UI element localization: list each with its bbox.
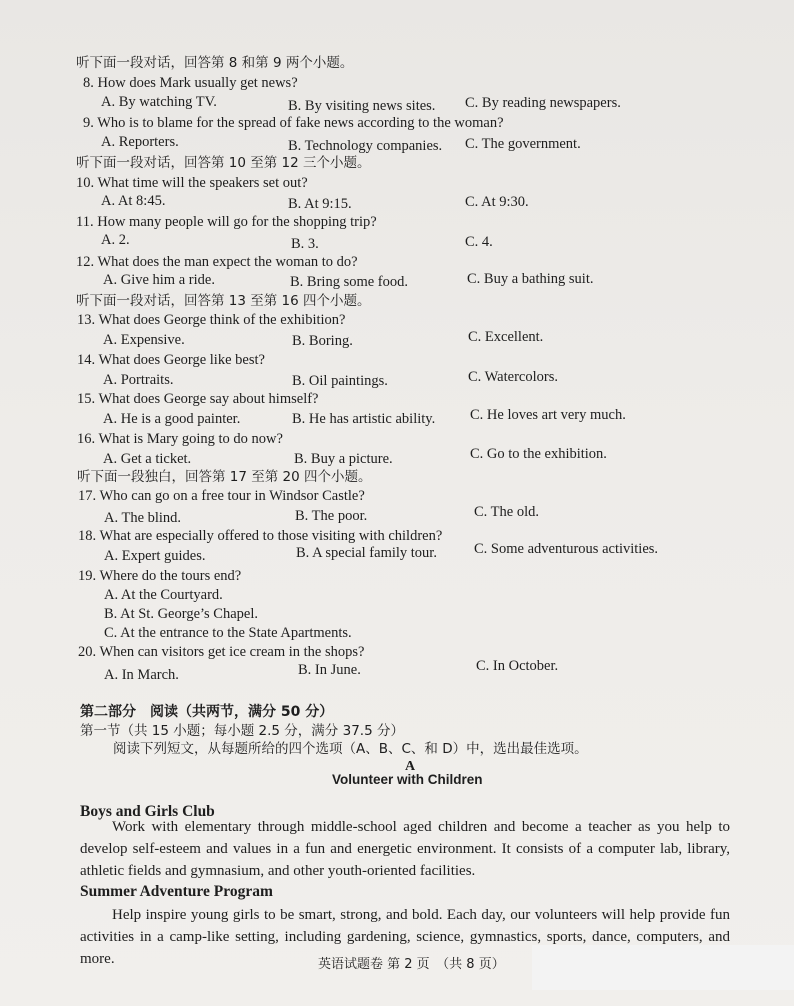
question-number: 14. <box>77 352 96 368</box>
option-c: C. In October. <box>476 658 559 674</box>
club-paragraph: Work with elementary through middle-school aged children and become a teacher as you help to develop self-esteem and values in a fun and energetic environment. It consists of a computer lab, library, athletic fields and gymnasium, and other youth-oriented facilities. <box>80 819 730 879</box>
question-number: 12. <box>76 254 95 270</box>
question-text: What does the man expect the woman to do? <box>97 254 358 270</box>
question-18 <box>78 527 442 545</box>
option-a: A. He is a good painter. <box>103 411 241 427</box>
option-a: A. The blind. <box>104 510 182 526</box>
question-16 <box>77 430 283 448</box>
section-instruction: 听下面一段对话，回答第 10 至第 12 三个小题。 <box>76 155 371 171</box>
section-instruction: 听下面一段独白，回答第 17 至第 20 四个小题。 <box>77 469 372 485</box>
option-c: C. Watercolors. <box>468 369 558 385</box>
question-text: Who can go on a free tour in Windsor Castle? <box>99 488 365 504</box>
option-c: C. Go to the exhibition. <box>470 446 607 462</box>
club-heading: Boys and Girls Club <box>80 803 215 820</box>
question-17 <box>78 487 365 505</box>
question-15 <box>77 390 319 408</box>
question-text: What are especially offered to those visiting with children? <box>99 528 443 544</box>
option-a: A. At the Courtyard. <box>104 587 223 603</box>
page-footer: 英语试题卷 第 2 页 （共 8 页） <box>318 957 505 972</box>
question-text: What does George think of the exhibition? <box>98 312 346 328</box>
option-b: B. Boring. <box>292 333 353 349</box>
question-number: 20. <box>78 644 97 660</box>
question-number: 15. <box>77 391 96 407</box>
option-c: C. By reading newspapers. <box>465 95 621 111</box>
option-b: B. Oil paintings. <box>292 373 388 389</box>
question-19 <box>78 567 241 585</box>
option-b: B. He has artistic ability. <box>292 411 436 427</box>
question-14 <box>77 351 265 369</box>
option-a: A. Portraits. <box>103 372 174 388</box>
option-c: C. Excellent. <box>468 329 544 345</box>
question-number: 19. <box>78 568 97 584</box>
option-c: C. 4. <box>465 234 493 250</box>
option-b: B. Bring some food. <box>290 274 409 290</box>
option-c: C. He loves art very much. <box>470 407 626 423</box>
option-b: B. In June. <box>298 662 361 678</box>
question-text: What is Mary going to do now? <box>98 431 283 447</box>
option-c: C. Buy a bathing suit. <box>467 271 594 287</box>
question-number: 16. <box>77 431 96 447</box>
option-c: C. The government. <box>465 136 581 152</box>
option-b: B. Technology companies. <box>288 138 443 154</box>
question-number: 13. <box>77 312 96 328</box>
question-text: What does George say about himself? <box>98 391 319 407</box>
option-a: A. By watching TV. <box>101 94 217 110</box>
question-10 <box>76 174 308 192</box>
section-heading: 第一节（共 15 小题；每小题 2.5 分，满分 37.5 分） <box>80 723 404 739</box>
question-12 <box>76 253 358 271</box>
question-text: Where do the tours end? <box>99 568 242 584</box>
option-a: A. In March. <box>104 667 179 683</box>
option-c: C. At 9:30. <box>465 194 529 210</box>
question-9 <box>83 114 504 132</box>
question-11 <box>76 213 377 231</box>
section-instruction: 听下面一段对话，回答第 13 至第 16 四个小题。 <box>76 293 371 309</box>
passage-title: Volunteer with Children <box>332 772 483 787</box>
option-b: B. At St. George’s Chapel. <box>104 606 258 622</box>
question-20 <box>78 643 364 661</box>
question-text: What time will the speakers set out? <box>97 175 308 191</box>
option-b: B. Buy a picture. <box>294 451 393 467</box>
section-instruction: 听下面一段对话，回答第 8 和第 9 两个小题。 <box>76 55 354 71</box>
option-b: B. A special family tour. <box>296 545 437 561</box>
option-a: A. Give him a ride. <box>103 272 215 288</box>
option-a: A. At 8:45. <box>101 193 166 209</box>
option-c: C. The old. <box>474 504 539 520</box>
question-text: What does George like best? <box>98 352 265 368</box>
question-text: When can visitors get ice cream in the shops? <box>99 644 365 660</box>
reading-directions: 阅读下列短文，从每题所给的四个选项（A、B、C、和 D）中，选出最佳选项。 <box>113 741 588 757</box>
question-text: How does Mark usually get news? <box>97 75 298 91</box>
option-b: B. The poor. <box>295 508 368 524</box>
question-text: Who is to blame for the spread of fake news according to the woman? <box>97 115 504 131</box>
option-b: B. At 9:15. <box>288 196 352 212</box>
option-c: C. Some adventurous activities. <box>474 541 659 557</box>
option-a: A. 2. <box>101 232 130 248</box>
option-a: A. Expensive. <box>103 332 185 348</box>
option-c: C. At the entrance to the State Apartments. <box>104 625 352 641</box>
question-8 <box>83 74 298 92</box>
option-a: A. Expert guides. <box>104 548 206 564</box>
question-13 <box>77 311 345 329</box>
blank-overlay <box>532 945 794 990</box>
passage-letter: A <box>405 759 416 774</box>
option-a: A. Get a ticket. <box>103 451 192 467</box>
question-number: 9. <box>83 115 94 131</box>
part-heading: 第二部分 阅读（共两节，满分 50 分） <box>80 704 334 720</box>
question-number: 18. <box>78 528 97 544</box>
question-number: 10. <box>76 175 95 191</box>
option-b: B. 3. <box>291 236 319 252</box>
question-text: How many people will go for the shopping trip? <box>97 214 377 230</box>
option-b: B. By visiting news sites. <box>288 98 436 114</box>
option-a: A. Reporters. <box>101 134 179 150</box>
summer-heading: Summer Adventure Program <box>80 883 273 900</box>
summer-paragraph: Help inspire young girls to be smart, strong, and bold. Each day, our volunteers will help provide fun activities in a camp-like setting, including gardening, science, gymnastics, sports, dance, computers, and more. <box>80 907 730 967</box>
question-number: 11. <box>76 214 94 230</box>
question-number: 8. <box>83 75 94 91</box>
question-number: 17. <box>78 488 97 504</box>
